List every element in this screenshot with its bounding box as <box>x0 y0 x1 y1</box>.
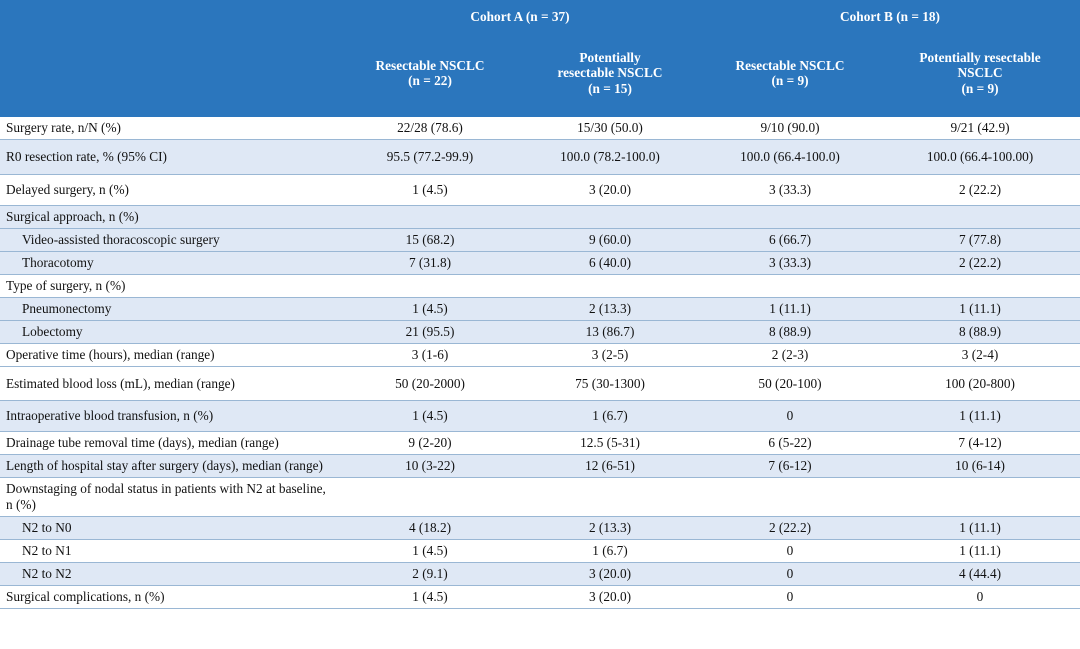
header-row-subgroups <box>0 34 1080 116</box>
row-label: Drainage tube removal time (days), median (range) <box>0 432 340 455</box>
row-value <box>880 274 1080 297</box>
header-cohort-b: Cohort B (n = 18) <box>700 0 1080 34</box>
table-row <box>0 586 1080 609</box>
table-row <box>0 320 1080 343</box>
row-value <box>880 205 1080 228</box>
row-value: 2 (2-3) <box>700 343 880 366</box>
header-subgroup-a-resectable-line2: (n = 22) <box>408 73 452 88</box>
row-value: 8 (88.9) <box>880 320 1080 343</box>
header-subgroup-a-potentially-line3: (n = 15) <box>588 80 632 96</box>
row-value: 3 (2-4) <box>880 343 1080 366</box>
table-row <box>0 174 1080 205</box>
row-label: Surgery rate, n/N (%) <box>0 116 340 139</box>
row-value: 10 (6-14) <box>880 455 1080 478</box>
table-row <box>0 205 1080 228</box>
row-label: Length of hospital stay after surgery (days), median (range) <box>0 455 340 478</box>
row-value: 50 (20-2000) <box>340 366 520 401</box>
row-value: 1 (6.7) <box>520 540 700 563</box>
header-subgroup-b-potentially-line3: (n = 9) <box>961 80 999 96</box>
row-label: Pneumonectomy <box>0 297 340 320</box>
table-row <box>0 540 1080 563</box>
table-row <box>0 297 1080 320</box>
table-row <box>0 274 1080 297</box>
header-subgroup-a-potentially-line2: resectable NSCLC <box>557 65 663 81</box>
row-value: 1 (11.1) <box>880 540 1080 563</box>
table-row <box>0 228 1080 251</box>
header-subgroup-b-potentially-line2: NSCLC <box>957 65 1003 81</box>
row-value: 2 (13.3) <box>520 297 700 320</box>
row-value: 0 <box>700 540 880 563</box>
table-row <box>0 478 1080 517</box>
row-value: 4 (18.2) <box>340 517 520 540</box>
row-value: 2 (22.2) <box>880 251 1080 274</box>
row-value: 7 (4-12) <box>880 432 1080 455</box>
row-value: 21 (95.5) <box>340 320 520 343</box>
row-value: 0 <box>700 563 880 586</box>
row-value: 3 (20.0) <box>520 563 700 586</box>
row-label: Thoracotomy <box>0 251 340 274</box>
table-header <box>0 0 1080 116</box>
row-value: 15 (68.2) <box>340 228 520 251</box>
row-value <box>520 478 700 517</box>
row-value: 6 (66.7) <box>700 228 880 251</box>
row-value: 2 (9.1) <box>340 563 520 586</box>
row-value: 6 (40.0) <box>520 251 700 274</box>
row-value: 7 (77.8) <box>880 228 1080 251</box>
row-value: 1 (4.5) <box>340 297 520 320</box>
row-value <box>700 478 880 517</box>
header-rowlabel-blank <box>0 34 340 116</box>
table-row <box>0 455 1080 478</box>
row-value: 3 (2-5) <box>520 343 700 366</box>
table-row <box>0 366 1080 401</box>
row-value: 0 <box>880 586 1080 609</box>
row-value <box>700 274 880 297</box>
row-value: 1 (11.1) <box>880 517 1080 540</box>
row-value: 3 (33.3) <box>700 251 880 274</box>
row-value: 12.5 (5-31) <box>520 432 700 455</box>
row-value: 10 (3-22) <box>340 455 520 478</box>
row-value: 4 (44.4) <box>880 563 1080 586</box>
row-value: 9 (60.0) <box>520 228 700 251</box>
row-value: 100 (20-800) <box>880 366 1080 401</box>
row-value: 1 (4.5) <box>340 586 520 609</box>
row-label: N2 to N2 <box>0 563 340 586</box>
row-value: 22/28 (78.6) <box>340 116 520 139</box>
row-value: 9/10 (90.0) <box>700 116 880 139</box>
table-row <box>0 401 1080 432</box>
row-value: 9 (2-20) <box>340 432 520 455</box>
table-row <box>0 116 1080 139</box>
row-value: 1 (4.5) <box>340 540 520 563</box>
row-value: 100.0 (66.4-100.00) <box>880 139 1080 174</box>
row-value: 3 (33.3) <box>700 174 880 205</box>
row-value: 3 (1-6) <box>340 343 520 366</box>
table-row <box>0 563 1080 586</box>
header-subgroup-b-resectable-line2: (n = 9) <box>771 73 809 88</box>
row-label: Downstaging of nodal status in patients with N2 at baseline, n (%) <box>0 478 340 517</box>
row-value: 0 <box>700 401 880 432</box>
row-value: 15/30 (50.0) <box>520 116 700 139</box>
header-subgroup-a-resectable-line1: Resectable NSCLC <box>375 57 485 73</box>
row-value: 100.0 (78.2-100.0) <box>520 139 700 174</box>
header-subgroup-b-potentially-line1: Potentially resectable <box>919 49 1041 65</box>
row-value: 1 (11.1) <box>880 401 1080 432</box>
row-value: 1 (11.1) <box>700 297 880 320</box>
row-value: 75 (30-1300) <box>520 366 700 401</box>
table-row <box>0 139 1080 174</box>
row-value <box>340 478 520 517</box>
row-value <box>700 205 880 228</box>
header-subgroup-a-potentially-line1: Potentially <box>579 49 641 65</box>
row-label: Lobectomy <box>0 320 340 343</box>
header-subgroup-b-resectable-line1: Resectable NSCLC <box>735 57 845 73</box>
table-row <box>0 251 1080 274</box>
table-row <box>0 517 1080 540</box>
row-value: 2 (22.2) <box>880 174 1080 205</box>
row-value <box>340 274 520 297</box>
row-value: 2 (13.3) <box>520 517 700 540</box>
row-value: 7 (31.8) <box>340 251 520 274</box>
row-label: Estimated blood loss (mL), median (range) <box>0 366 340 401</box>
row-label: Intraoperative blood transfusion, n (%) <box>0 401 340 432</box>
row-value: 7 (6-12) <box>700 455 880 478</box>
row-value: 8 (88.9) <box>700 320 880 343</box>
header-cohort-a: Cohort A (n = 37) <box>340 0 700 34</box>
row-label: R0 resection rate, % (95% CI) <box>0 139 340 174</box>
header-subgroup-b-resectable <box>700 34 880 116</box>
row-value <box>520 205 700 228</box>
row-value: 1 (6.7) <box>520 401 700 432</box>
row-value: 0 <box>700 586 880 609</box>
row-value: 3 (20.0) <box>520 586 700 609</box>
row-value <box>340 205 520 228</box>
row-label: Type of surgery, n (%) <box>0 274 340 297</box>
header-subgroup-a-resectable <box>340 34 520 116</box>
row-label: N2 to N1 <box>0 540 340 563</box>
row-value: 1 (4.5) <box>340 401 520 432</box>
row-value: 13 (86.7) <box>520 320 700 343</box>
table-row <box>0 343 1080 366</box>
row-label: Surgical complications, n (%) <box>0 586 340 609</box>
header-corner-blank <box>0 0 340 34</box>
row-label: Operative time (hours), median (range) <box>0 343 340 366</box>
row-value: 6 (5-22) <box>700 432 880 455</box>
row-value: 95.5 (77.2-99.9) <box>340 139 520 174</box>
row-value: 12 (6-51) <box>520 455 700 478</box>
row-value <box>520 274 700 297</box>
row-value: 2 (22.2) <box>700 517 880 540</box>
table-body <box>0 116 1080 609</box>
row-value: 100.0 (66.4-100.0) <box>700 139 880 174</box>
header-row-cohorts <box>0 0 1080 34</box>
row-value: 9/21 (42.9) <box>880 116 1080 139</box>
row-label: Video-assisted thoracoscopic surgery <box>0 228 340 251</box>
header-subgroup-b-potentially <box>880 34 1080 116</box>
row-value: 50 (20-100) <box>700 366 880 401</box>
row-value: 1 (11.1) <box>880 297 1080 320</box>
row-value <box>880 478 1080 517</box>
row-value: 3 (20.0) <box>520 174 700 205</box>
row-value: 1 (4.5) <box>340 174 520 205</box>
table-row <box>0 432 1080 455</box>
row-label: Delayed surgery, n (%) <box>0 174 340 205</box>
header-subgroup-a-potentially <box>520 34 700 116</box>
row-label: N2 to N0 <box>0 517 340 540</box>
row-label: Surgical approach, n (%) <box>0 205 340 228</box>
